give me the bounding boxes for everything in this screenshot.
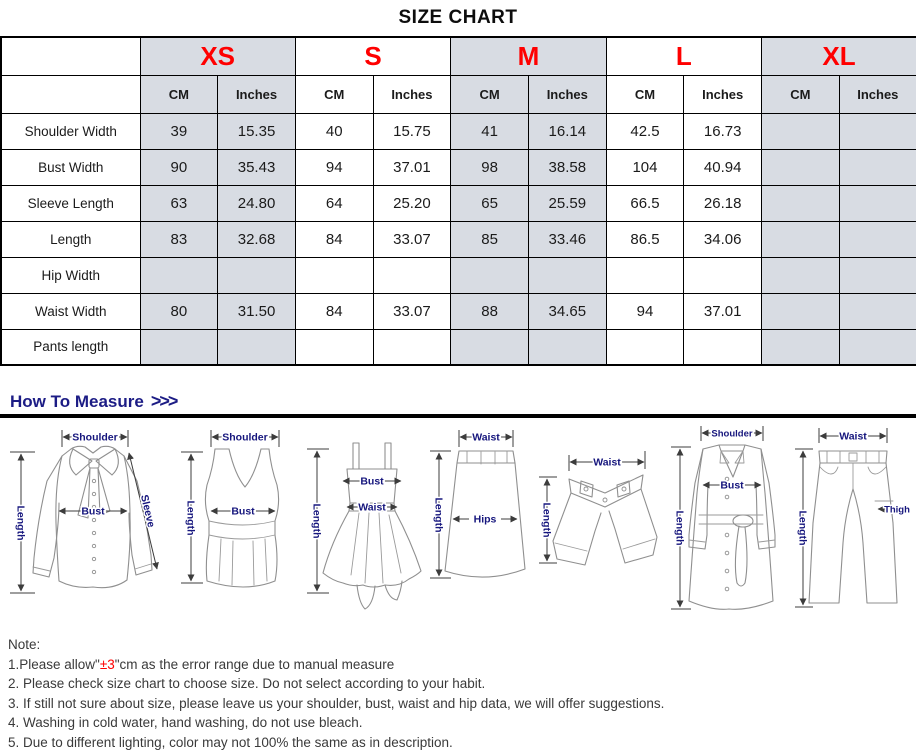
data-cell: 66.5 <box>606 185 684 221</box>
data-cell <box>295 257 373 293</box>
unit-header: CM <box>451 75 529 113</box>
coat-figure <box>663 423 793 623</box>
note-1-post: "cm as the error range due to manual measure <box>114 656 395 672</box>
measure-label: Bust <box>360 475 384 488</box>
table-row <box>1 185 916 221</box>
data-cell: 31.50 <box>218 293 296 329</box>
data-cell: 85 <box>451 221 529 257</box>
data-cell: 26.18 <box>684 185 762 221</box>
data-cell: 39 <box>140 113 218 149</box>
how-to-measure-heading <box>10 391 916 412</box>
data-cell <box>373 257 451 293</box>
table-row <box>1 113 916 149</box>
measure-label: Bust <box>720 479 744 492</box>
notes-heading: Note: <box>8 637 41 652</box>
row-label: Pants length <box>1 329 140 365</box>
measure-label: Length <box>796 510 809 546</box>
size-header-s: S <box>295 37 450 75</box>
measure-label: Waist <box>472 431 500 444</box>
measure-label: Waist <box>593 456 621 469</box>
note-1-tolerance: ±3 <box>99 656 115 672</box>
data-cell: 42.5 <box>606 113 684 149</box>
measure-label: Shoulder <box>222 431 268 444</box>
corner-cell <box>1 75 140 113</box>
data-cell: 94 <box>295 149 373 185</box>
divider-rule <box>0 414 916 418</box>
data-cell: 86.5 <box>606 221 684 257</box>
data-cell: 33.07 <box>373 293 451 329</box>
data-cell <box>684 329 762 365</box>
table-row <box>1 149 916 185</box>
note-line-1 <box>8 655 916 675</box>
data-cell: 104 <box>606 149 684 185</box>
size-header-xl: XL <box>762 37 916 75</box>
data-cell <box>839 329 916 365</box>
data-cell: 84 <box>295 221 373 257</box>
table-row <box>1 221 916 257</box>
data-cell <box>218 329 296 365</box>
data-cell <box>762 293 840 329</box>
data-cell <box>839 185 916 221</box>
data-cell: 38.58 <box>528 149 606 185</box>
data-cell: 37.01 <box>684 293 762 329</box>
unit-header: Inches <box>839 75 916 113</box>
data-cell <box>839 293 916 329</box>
data-cell <box>451 257 529 293</box>
data-cell <box>606 329 684 365</box>
row-label: Hip Width <box>1 257 140 293</box>
data-cell: 34.65 <box>528 293 606 329</box>
measure-label: Bust <box>231 505 255 518</box>
data-cell: 33.46 <box>528 221 606 257</box>
data-cell <box>218 257 296 293</box>
unit-header: Inches <box>218 75 296 113</box>
dress-figure <box>301 423 429 623</box>
data-cell: 40 <box>295 113 373 149</box>
row-label: Waist Width <box>1 293 140 329</box>
data-cell: 32.68 <box>218 221 296 257</box>
data-cell <box>839 257 916 293</box>
data-cell <box>528 329 606 365</box>
data-cell: 25.59 <box>528 185 606 221</box>
measure-label: Thigh <box>884 504 910 516</box>
data-cell: 90 <box>140 149 218 185</box>
data-cell: 98 <box>451 149 529 185</box>
measure-label: Length <box>673 510 686 546</box>
row-label: Sleeve Length <box>1 185 140 221</box>
corner-cell <box>1 37 140 75</box>
unit-header-row <box>1 75 916 113</box>
note-1-pre: 1.Please allow" <box>8 656 100 672</box>
unit-header: Inches <box>373 75 451 113</box>
skirt-figure <box>429 423 539 623</box>
measure-label: Bust <box>81 505 105 518</box>
data-cell: 25.20 <box>373 185 451 221</box>
how-to-measure-label: How To Measure <box>10 391 144 411</box>
size-header-l: L <box>606 37 761 75</box>
data-cell <box>451 329 529 365</box>
size-header-m: M <box>451 37 606 75</box>
note-line: 3. If still not sure about size, please leave us your shoulder, bust, waist and hip data, we will offer suggestions. <box>8 695 665 711</box>
data-cell <box>762 185 840 221</box>
row-label: Bust Width <box>1 149 140 185</box>
measure-label: Length <box>310 503 323 539</box>
table-row <box>1 257 916 293</box>
measure-label: Length <box>184 500 197 536</box>
size-header-row <box>1 37 916 75</box>
table-row <box>1 329 916 365</box>
data-cell: 15.75 <box>373 113 451 149</box>
data-cell: 84 <box>295 293 373 329</box>
table-row <box>1 293 916 329</box>
page-title: SIZE CHART <box>398 7 518 28</box>
measure-label: Length <box>540 502 553 538</box>
data-cell: 63 <box>140 185 218 221</box>
data-cell <box>762 149 840 185</box>
data-cell: 83 <box>140 221 218 257</box>
notes-section <box>8 635 916 752</box>
data-cell <box>839 221 916 257</box>
note-line: 5. Due to different lighting, color may not 100% the same as in description. <box>8 734 453 750</box>
data-cell: 80 <box>140 293 218 329</box>
measure-label: Hips <box>473 513 497 526</box>
measure-figures <box>0 423 916 625</box>
measure-label: Shoulder <box>72 431 118 444</box>
data-cell: 33.07 <box>373 221 451 257</box>
data-cell: 65 <box>451 185 529 221</box>
data-cell <box>762 257 840 293</box>
data-cell <box>140 329 218 365</box>
data-cell <box>528 257 606 293</box>
measure-label: Length <box>432 497 445 533</box>
size-chart-table <box>0 36 916 366</box>
data-cell: 34.06 <box>684 221 762 257</box>
data-cell: 94 <box>606 293 684 329</box>
pants-figure <box>793 423 911 623</box>
data-cell: 24.80 <box>218 185 296 221</box>
unit-header: CM <box>140 75 218 113</box>
data-cell <box>140 257 218 293</box>
row-label: Length <box>1 221 140 257</box>
measure-label: Length <box>14 505 27 541</box>
data-cell: 15.35 <box>218 113 296 149</box>
row-label: Shoulder Width <box>1 113 140 149</box>
data-cell <box>684 257 762 293</box>
blouse-figure <box>5 423 177 623</box>
data-cell <box>839 149 916 185</box>
data-cell: 16.14 <box>528 113 606 149</box>
size-header-xs: XS <box>140 37 295 75</box>
unit-header: Inches <box>528 75 606 113</box>
unit-header: CM <box>295 75 373 113</box>
data-cell <box>373 329 451 365</box>
data-cell <box>762 221 840 257</box>
tank-top-figure <box>177 423 301 623</box>
data-cell <box>762 329 840 365</box>
unit-header: CM <box>762 75 840 113</box>
triple-arrow-icon: >>> <box>150 391 177 411</box>
shorts-figure <box>539 423 663 623</box>
measure-label: Shoulder <box>711 428 753 440</box>
measure-label: Sleeve <box>137 493 158 529</box>
measure-label: Waist <box>358 501 386 514</box>
data-cell <box>839 113 916 149</box>
data-cell: 40.94 <box>684 149 762 185</box>
data-cell: 88 <box>451 293 529 329</box>
measure-label: Waist <box>839 430 867 443</box>
data-cell <box>606 257 684 293</box>
note-line: 4. Washing in cold water, hand washing, do not use bleach. <box>8 715 363 730</box>
data-cell: 35.43 <box>218 149 296 185</box>
data-cell: 64 <box>295 185 373 221</box>
unit-header: CM <box>606 75 684 113</box>
data-cell: 16.73 <box>684 113 762 149</box>
data-cell: 41 <box>451 113 529 149</box>
note-line: 2. Please check size chart to choose size. Do not select according to your habit. <box>8 676 486 691</box>
data-cell: 37.01 <box>373 149 451 185</box>
data-cell <box>295 329 373 365</box>
unit-header: Inches <box>684 75 762 113</box>
data-cell <box>762 113 840 149</box>
